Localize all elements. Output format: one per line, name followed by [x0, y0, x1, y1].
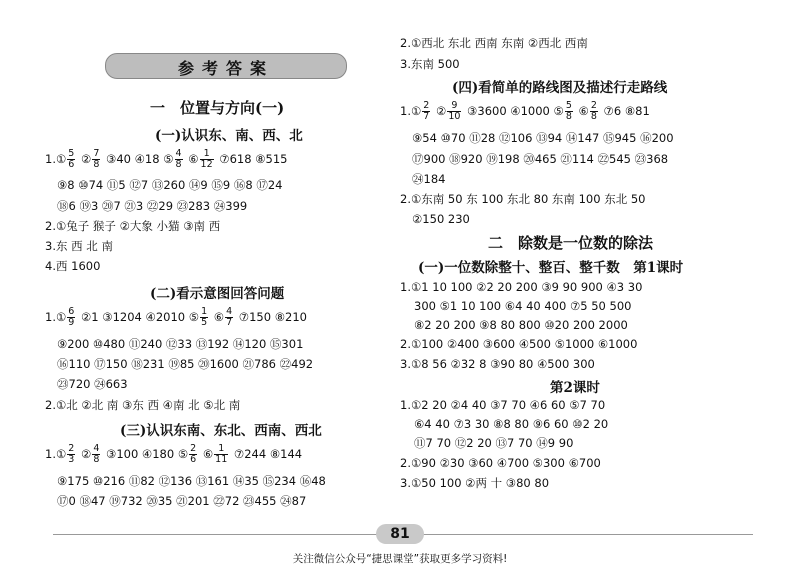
section-heading: 第2课时	[550, 380, 600, 396]
fraction: $\frac{4}{8}$	[93, 443, 100, 465]
answer-line: ⑧2 20 200 ⑨8 80 800 ⑩20 200 2000	[414, 318, 628, 332]
answer-line: 300 ⑤1 10 100 ⑥4 40 400 ⑦5 50 500	[414, 299, 632, 313]
page-title: 参考答案	[177, 59, 274, 78]
answer-line: ⑪7 70 ⑫2 20 ⑬7 70 ⑭9 90	[414, 436, 574, 450]
answer-line: 1.① $\frac{2}{7}$ ② $\frac{9}{10}$ ③3600 ④1000 ⑤ $\frac{5}{8}$ ⑥ $\frac{2}{8}$ ⑦6 ⑧81	[400, 100, 650, 122]
answer-line: ㉔184	[412, 172, 446, 186]
answer-line: 1.① $\frac{5}{6}$ ② $\frac{7}{8}$ ③40 ④18 ⑤ $\frac{4}{8}$ ⑥ $\frac{1}{12}$ ⑦618 ⑧515	[45, 148, 288, 170]
answer-line: 2.①北 ②北 南 ③东 西 ④南 北 ⑤北 南	[45, 398, 241, 412]
section-heading: (四)看简单的路线图及描述行走路线	[452, 80, 668, 96]
answer-line: 1.① $\frac{6}{9}$ ②1 ③1204 ④2010 ⑤ $\frac{1}{5}$ ⑥ $\frac{4}{7}$ ⑦150 ⑧210	[45, 306, 307, 328]
section-heading: (一)认识东、南、西、北	[155, 128, 303, 144]
fraction: $\frac{2}{6}$	[190, 443, 197, 465]
answer-line: 1.① $\frac{2}{3}$ ② $\frac{4}{8}$ ③100 ④180 ⑤ $\frac{2}{6}$ ⑥ $\frac{1}{11}$ ⑦244 ⑧144	[45, 443, 303, 465]
answer-line: ⑥4 40 ⑦3 30 ⑧8 80 ⑨6 60 ⑩2 20	[414, 417, 609, 431]
answer-line: 2.①兔子 猴子 ②大象 小猫 ③南 西	[45, 219, 221, 233]
fraction: $\frac{9}{10}$	[448, 100, 461, 122]
fraction: $\frac{2}{7}$	[423, 100, 430, 122]
fraction: $\frac{4}{7}$	[226, 306, 233, 328]
answer-line: 2.①东南 50 东 100 东北 80 东南 100 东北 50	[400, 192, 646, 206]
answer-line: 3.东 西 北 南	[45, 239, 113, 253]
fraction: $\frac{5}{6}$	[68, 148, 75, 170]
chapter-heading: 二 除数是一位数的除法	[488, 234, 654, 252]
answer-line: 3.东南 500	[400, 57, 460, 71]
answer-line: 1.①1 10 100 ②2 20 200 ③9 90 900 ④3 30	[400, 280, 643, 294]
answer-line: ⑨175 ⑩216 ⑪82 ⑫136 ⑬161 ⑭35 ⑮234 ⑯48	[57, 474, 326, 488]
fraction: $\frac{2}{3}$	[68, 443, 75, 465]
section-heading: (二)看示意图回答问题	[150, 286, 285, 302]
fraction: $\frac{1}{11}$	[215, 443, 228, 465]
fraction: $\frac{7}{8}$	[93, 148, 100, 170]
answer-line: 2.①西北 东北 西南 东南 ②西北 西南	[400, 36, 588, 50]
answer-line: 3.①50 100 ②两 十 ③80 80	[400, 476, 550, 490]
answer-line: ②150 230	[412, 212, 470, 226]
fraction: $\frac{2}{8}$	[590, 100, 597, 122]
answer-line: 3.①8 56 ②32 8 ③90 80 ④500 300	[400, 357, 595, 371]
answer-line: ⑨200 ⑩480 ⑪240 ⑫33 ⑬192 ⑭120 ⑮301	[57, 337, 304, 351]
answer-line: ⑯110 ⑰150 ⑱231 ⑲85 ⑳1600 ㉑786 ㉒492	[57, 357, 314, 371]
title-banner	[105, 53, 347, 79]
fraction: $\frac{1}{12}$	[200, 148, 213, 170]
fraction: $\frac{6}{9}$	[68, 306, 75, 328]
answer-line: ⑨8 ⑩74 ⑪5 ⑫7 ⑬260 ⑭9 ⑮9 ⑯8 ⑰24	[57, 178, 283, 192]
answer-line: 4.西 1600	[45, 259, 101, 273]
answer-line: 1.①2 20 ②4 40 ③7 70 ④6 60 ⑤7 70	[400, 398, 606, 412]
footer-note: 关注微信公众号“捷思课堂”获取更多学习资料!	[292, 553, 508, 565]
fraction: $\frac{4}{8}$	[175, 148, 182, 170]
fraction: $\frac{1}{5}$	[201, 306, 208, 328]
chapter-heading: 一 位置与方向(一)	[150, 99, 285, 117]
answer-line: 2.①90 ②30 ③60 ④700 ⑤300 ⑥700	[400, 456, 601, 470]
fraction: $\frac{5}{8}$	[565, 100, 572, 122]
answer-line: 2.①100 ②400 ③600 ④500 ⑤1000 ⑥1000	[400, 337, 638, 351]
answer-line: ⑱6 ⑲3 ⑳7 ㉑3 ㉒29 ㉓283 ㉔399	[57, 199, 248, 213]
page-number: 81	[376, 524, 424, 544]
answer-line: ⑨54 ⑩70 ⑪28 ⑫106 ⑬94 ⑭147 ⑮945 ⑯200	[412, 131, 674, 145]
answer-line: ⑰0 ⑱47 ⑲732 ⑳35 ㉑201 ㉒72 ㉓455 ㉔87	[57, 494, 307, 508]
answer-line: ㉓720 ㉔663	[57, 377, 128, 391]
section-heading: (一)一位数除整十、整百、整千数 第1课时	[418, 260, 684, 276]
answer-line: ⑰900 ⑱920 ⑲198 ⑳465 ㉑114 ㉒545 ㉓368	[412, 152, 669, 166]
section-heading: (三)认识东南、东北、西南、西北	[120, 423, 322, 439]
